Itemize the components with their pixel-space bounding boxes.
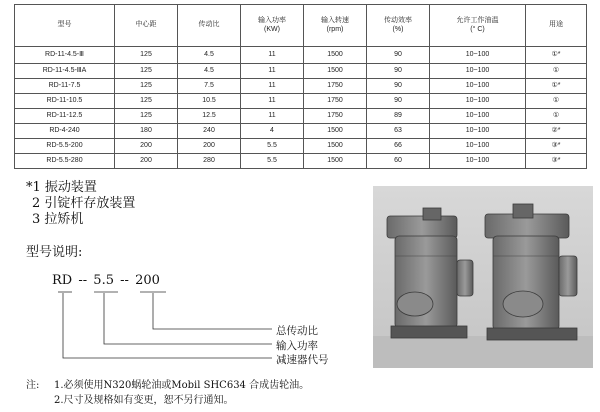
model-code-sep-1: -- [78,273,88,288]
table-cell: 11 [241,94,304,109]
column-header-text: 传动效率 [384,17,412,25]
table-cell: 280 [178,154,241,169]
column-header-text: 传动比 [198,21,220,29]
table-cell: ①* [526,47,587,64]
table-cell: 10~100 [430,94,526,109]
table-cell: 5.5 [241,139,304,154]
table-cell: 10~100 [430,154,526,169]
table-cell: 10~100 [430,139,526,154]
table-cell: 1750 [304,79,367,94]
table-cell: 125 [115,109,178,124]
column-header-text: 中心距 [135,21,157,29]
table-cell: 60 [367,154,430,169]
notes-prefix: 注: [26,380,40,391]
table-cell: 1500 [304,124,367,139]
table-cell: 240 [178,124,241,139]
table-cell: 10~100 [430,109,526,124]
label-input-power: 输入功率 [276,340,318,352]
model-explain-title: 型号说明: [26,245,83,260]
label-reducer-code: 减速器代号 [276,354,329,366]
notes [26,378,309,408]
table-cell: ②* [526,124,587,139]
model-code-ratio: 200 [135,273,160,288]
table-cell: ①* [526,79,587,94]
model-code-sep-2: -- [120,273,129,288]
table-cell: RD-11-12.5 [15,109,115,124]
table-cell: 1500 [304,64,367,79]
table-cell: 90 [367,94,430,109]
table-cell: 89 [367,109,430,124]
legend-item-dummy-bar-storage: 2 引锭杆存放装置 [32,196,136,211]
table-cell: 90 [367,79,430,94]
leader-power [104,293,272,344]
column-header-text: 输入功率 [258,17,286,25]
table-cell: 11 [241,64,304,79]
table-cell: 10.5 [178,94,241,109]
table-cell: 63 [367,124,430,139]
table-cell: 1500 [304,47,367,64]
table-cell: RD-11-4.5-Ⅲ [15,47,115,64]
table-cell: 10~100 [430,79,526,94]
table-cell: 4.5 [178,47,241,64]
table-cell: 11 [241,109,304,124]
column-header-text: 型号 [57,21,72,29]
table-cell: ① [526,64,587,79]
table-cell: 125 [115,94,178,109]
legend-item-vibration: *1 振动装置 [26,180,97,195]
label-total-ratio: 总传动比 [276,325,318,337]
table-cell: 4.5 [178,64,241,79]
note-2: 2.尺寸及规格如有变更，恕不另行通知。 [54,395,234,406]
table-cell: RD-11-4.5-ⅢA [15,64,115,79]
table-cell: 200 [178,139,241,154]
model-code-power: 5.5 [93,273,114,288]
table-cell: RD-11-10.5 [15,94,115,109]
table-cell: 125 [115,47,178,64]
column-header-text: 允许工作油温 [456,17,499,25]
column-header-text: (° C) [470,25,485,33]
column-header-text: (KW) [264,25,280,33]
table-cell: 11 [241,47,304,64]
leader-code [63,293,272,358]
column-header-text: 用途 [549,21,563,29]
reducer-photo [373,186,593,368]
column-header-text: (rpm) [326,25,344,33]
table-cell: 1500 [304,139,367,154]
table-cell: 200 [115,139,178,154]
table-cell: 10~100 [430,47,526,64]
table-cell: 5.5 [241,154,304,169]
table-cell: RD-4-240 [15,124,115,139]
table-cell: 125 [115,64,178,79]
column-header-text: (%) [392,25,404,33]
table-cell: ③* [526,139,587,154]
legend-item-straightener: 3 拉矫机 [32,212,84,227]
leader-ratio [153,293,272,329]
table-cell: 66 [367,139,430,154]
table-cell: 11 [241,79,304,94]
table-cell: 7.5 [178,79,241,94]
table-cell: 90 [367,47,430,64]
model-code-prefix: RD [52,273,73,288]
table-cell: 1500 [304,154,367,169]
table-cell: 1750 [304,109,367,124]
table-cell: 200 [115,154,178,169]
table-cell: 4 [241,124,304,139]
table-cell: 90 [367,64,430,79]
column-header-text: 输入转速 [321,17,349,25]
table-cell: RD-5.5-200 [15,139,115,154]
table-cell: RD-5.5-280 [15,154,115,169]
table-cell: RD-11-7.5 [15,79,115,94]
table-cell: 10~100 [430,64,526,79]
table-cell: 125 [115,79,178,94]
table-cell: 10~100 [430,124,526,139]
table-cell: 12.5 [178,109,241,124]
table-cell: 180 [115,124,178,139]
table-cell: ① [526,109,587,124]
table-cell: 1750 [304,94,367,109]
table-cell: ③* [526,154,587,169]
note-1: 1.必须使用N320蜗轮油或Mobil SHC634 合成齿轮油。 [54,380,310,391]
table-cell: ① [526,94,587,109]
